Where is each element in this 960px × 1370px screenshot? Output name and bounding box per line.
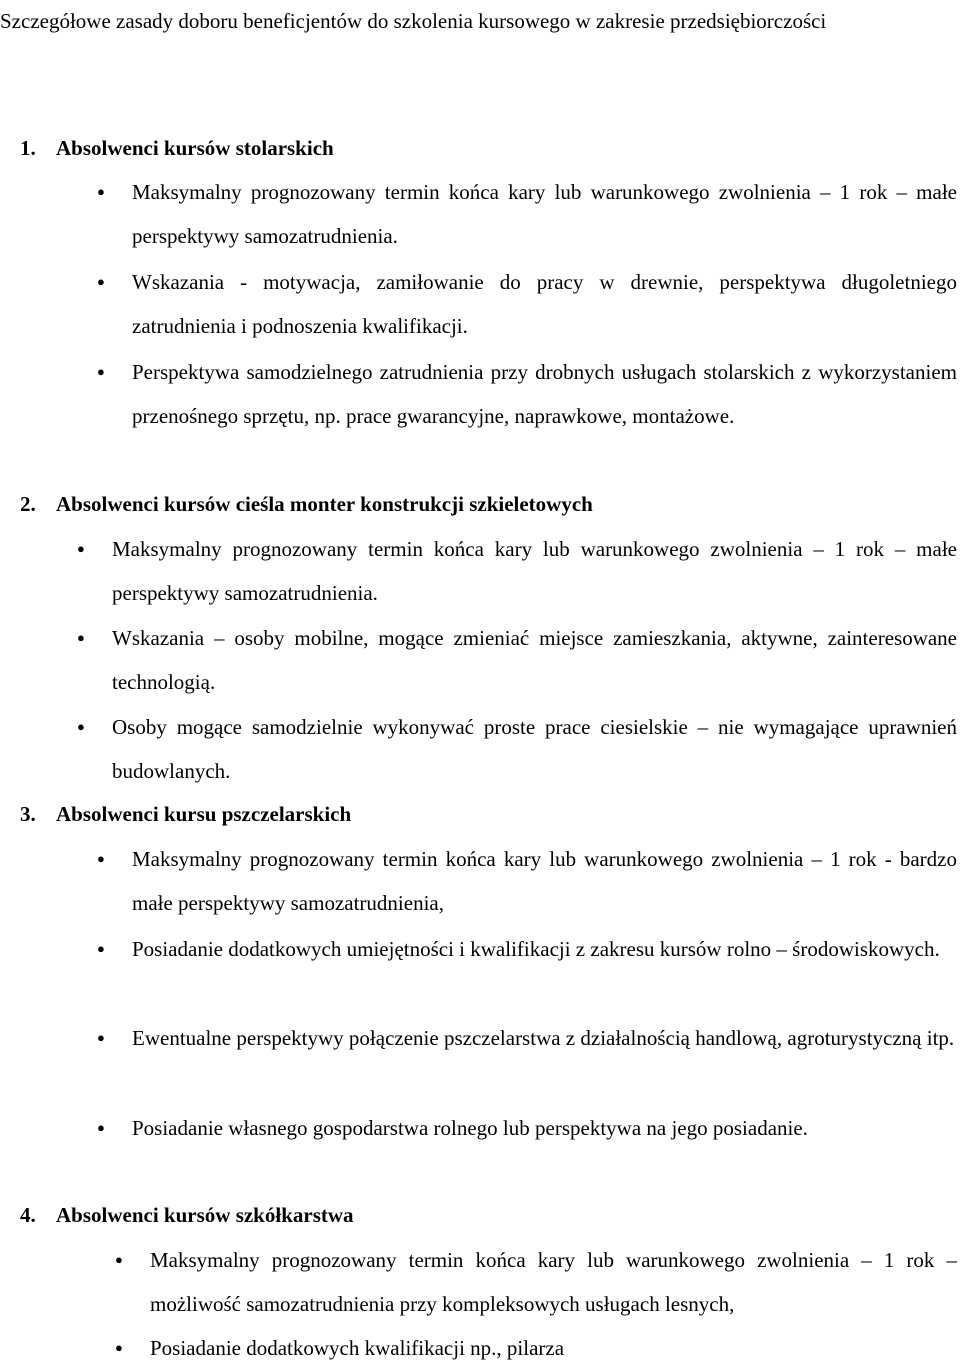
bullet-icon — [97, 1016, 105, 1060]
document-title: Szczegółowe zasady doboru beneficjentów do szkolenia kursowego w zakresie przedsiębiorczości — [0, 9, 827, 33]
bullet-icon — [115, 1326, 123, 1370]
list-item: Ewentualne perspektywy połączenie pszczelarstwa z działalnością handlową, agroturystyczną itp. — [132, 1026, 955, 1050]
list-item: Maksymalny prognozowany termin końca kary lub warunkowego zwolnienia – 1 rok – możliwość samozatrudnienia przy kompleksowych usługach lesnych, — [150, 1248, 957, 1316]
section-number: 1. — [20, 136, 36, 160]
section-heading-1 — [20, 133, 334, 163]
list-item: Maksymalny prognozowany termin końca kary lub warunkowego zwolnienia – 1 rok – małe perspektywy samozatrudnienia. — [112, 537, 957, 605]
bullet-icon — [97, 260, 105, 304]
bullet-icon — [97, 837, 105, 881]
list-item: Wskazania – osoby mobilne, mogące zmieniać miejsce zamieszkania, aktywne, zainteresowane technologią. — [112, 626, 957, 694]
bullet-icon — [97, 927, 105, 971]
section-title: Absolwenci kursów stolarskich — [56, 136, 334, 160]
section-heading-4 — [20, 1200, 354, 1230]
bullet-icon — [77, 705, 85, 749]
bullet-icon — [77, 616, 85, 660]
bullet-icon — [97, 170, 105, 214]
section-title: Absolwenci kursów cieśla monter konstrukcji szkieletowych — [56, 492, 593, 516]
bullet-icon — [97, 350, 105, 394]
section-number: 3. — [20, 802, 36, 826]
section-number: 2. — [20, 492, 36, 516]
bullet-icon — [115, 1238, 123, 1282]
bullet-icon — [77, 527, 85, 571]
list-item: Wskazania - motywacja, zamiłowanie do pracy w drewnie, perspektywa długoletniego zatrudnienia i podnoszenia kwalifikacji. — [132, 270, 957, 338]
section-heading-3 — [20, 799, 351, 829]
section-title: Absolwenci kursów szkółkarstwa — [56, 1203, 354, 1227]
list-item: Maksymalny prognozowany termin końca kary lub warunkowego zwolnienia – 1 rok – małe perspektywy samozatrudnienia. — [132, 180, 957, 248]
bullet-icon — [97, 1106, 105, 1150]
list-item: Osoby mogące samodzielnie wykonywać proste prace ciesielskie – nie wymagające uprawnień budowlanych. — [112, 715, 957, 783]
list-item: Perspektywa samodzielnego zatrudnienia przy drobnych usługach stolarskich z wykorzystaniem przenośnego sprzętu, np. prace gwarancyjne, naprawkowe, montażowe. — [132, 360, 957, 428]
list-item: Posiadanie własnego gospodarstwa rolnego lub perspektywa na jego posiadanie. — [132, 1116, 808, 1140]
list-item: Maksymalny prognozowany termin końca kary lub warunkowego zwolnienia – 1 rok - bardzo małe perspektywy samozatrudnienia, — [132, 847, 957, 915]
section-heading-2 — [20, 489, 593, 519]
list-item: Posiadanie dodatkowych kwalifikacji np., pilarza — [150, 1336, 565, 1360]
list-item: Posiadanie dodatkowych umiejętności i kwalifikacji z zakresu kursów rolno – środowiskowych. — [132, 937, 940, 961]
section-title: Absolwenci kursu pszczelarskich — [56, 802, 352, 826]
section-number: 4. — [20, 1203, 36, 1227]
